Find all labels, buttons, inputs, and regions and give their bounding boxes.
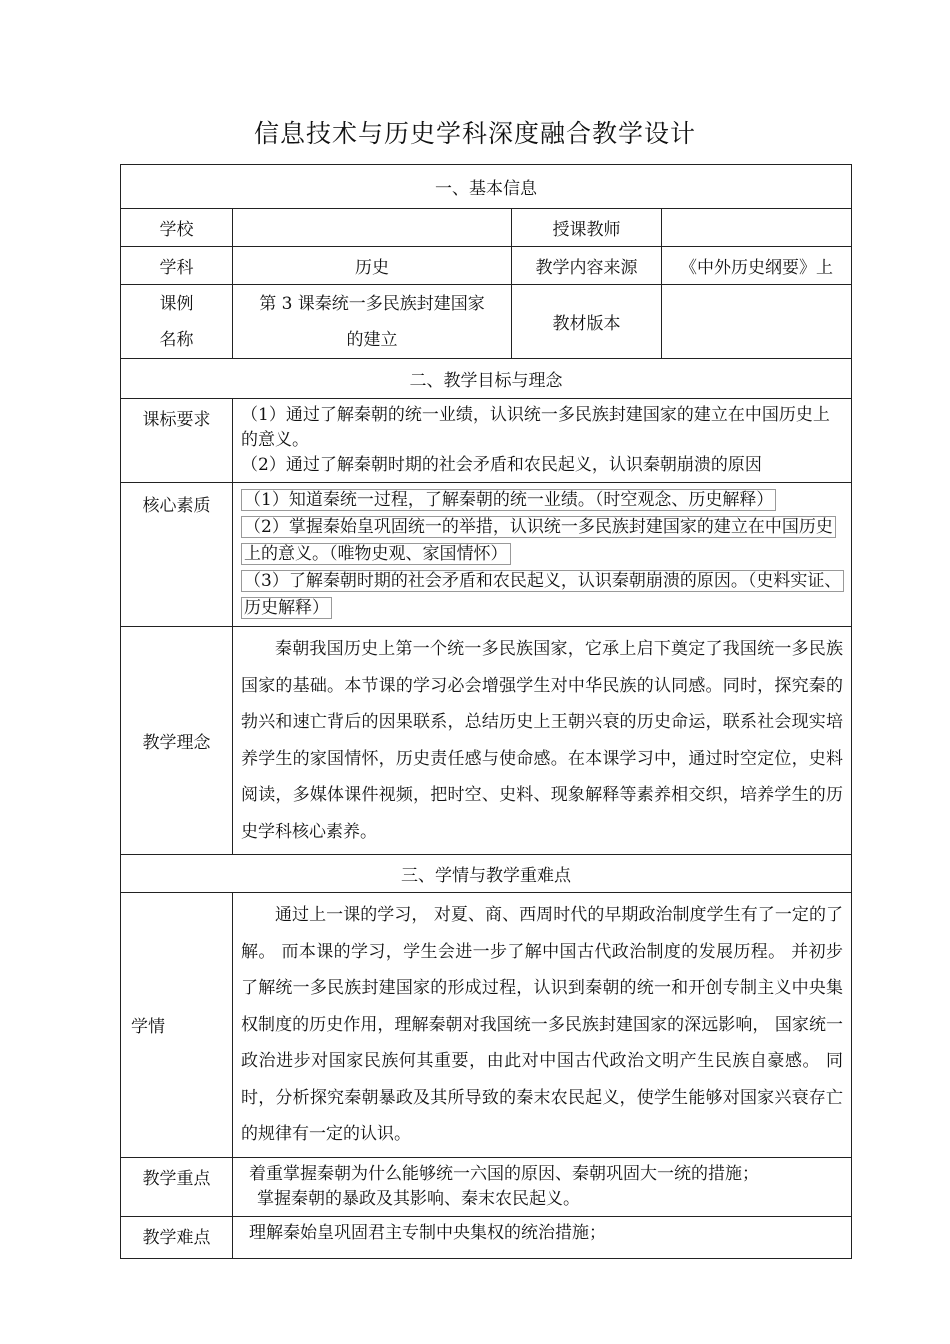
idea-text: 秦朝我国历史上第一个统一多民族国家，它承上启下奠定了我国统一多民族国家的基础。本节课的学习必会增强学生对中华民族的认同感。同时，探究秦的勃兴和速亡背后的因果联系，总结历史上王朝兴衰的历史命运，联系社会现实培养学生的家国情怀，历史责任感与使命感。在本课学习中，通过时空定位，史料阅读，多媒体课件视频，把时空、史料、现象解释等素养相交织，培养学生的历史学科核心素养。 — [241, 639, 843, 842]
standard-line-1: （1）通过了解秦朝的统一业绩，认识统一多民族封建国家的建立在中国历史上的意义。 — [241, 405, 830, 450]
school-value — [233, 209, 512, 247]
core-content — [233, 483, 852, 627]
situation-label: 学情 — [121, 893, 233, 1158]
idea-content — [233, 627, 852, 855]
core-item-1: （1）知道秦统一过程，了解秦朝的统一业绩。（时空观念、历史解释） — [241, 489, 776, 511]
key-line-2: 掌握秦朝的暴政及其影响、秦末农民起义。 — [257, 1188, 580, 1209]
core-item-2: （2）掌握秦始皇巩固统一的举措，认识统一多民族封建国家的建立在中国历史上的意义。（唯物史观、家国情怀） — [241, 516, 836, 565]
document-title: 信息技术与历史学科深度融合教学设计 — [253, 119, 696, 148]
source-value: 《中外历史纲要》上 — [662, 247, 852, 285]
key-content — [233, 1157, 852, 1216]
section2-heading: 二、教学目标与理念 — [121, 359, 852, 399]
lesson-value-line1: 第 3 课秦统一多民族封建国家 — [259, 293, 485, 314]
school-row — [121, 209, 852, 247]
section1-heading: 一、基本信息 — [121, 165, 852, 209]
difficult-content — [233, 1216, 852, 1258]
difficult-label: 教学难点 — [121, 1216, 233, 1258]
idea-row — [121, 627, 852, 855]
section3-row — [121, 855, 852, 893]
standard-label: 课标要求 — [121, 399, 233, 483]
lesson-label-line1: 课例 — [159, 293, 194, 314]
lesson-value-line2: 的建立 — [346, 329, 398, 350]
situation-text: 通过上一课的学习， 对夏、商、西周时代的早期政治制度学生有了一定的了解。 而本课的学习，学生会进一步了解中国古代政治制度的发展历程。 并初步了解统一多民族封建国家的形成过程，认识到秦朝的统一和开创专制主义中央集权制度的历史作用，理解秦朝对我国统一多民族封建国家的深远影响， 国家统一政治进步对国家民族何其重要，由此对中国古代政治文明产生民族自豪感。 同时，分析探究秦朝暴政及其所导致的秦末农民起义，使学生能够对国家兴衰存亡的规律有一定的认识。 — [241, 905, 843, 1144]
standard-line-2: （2）通过了解秦朝时期的社会矛盾和农民起义，认识秦朝崩溃的原因 — [241, 455, 762, 475]
difficult-row — [121, 1216, 852, 1258]
key-label: 教学重点 — [121, 1157, 233, 1216]
lesson-label — [121, 285, 233, 359]
section2-row — [121, 359, 852, 399]
edition-label: 教材版本 — [512, 285, 662, 359]
core-row — [121, 483, 852, 627]
lesson-row — [121, 285, 852, 359]
lesson-value — [233, 285, 512, 359]
idea-label: 教学理念 — [121, 627, 233, 855]
teacher-label: 授课教师 — [512, 209, 662, 247]
section3-heading: 三、学情与教学重难点 — [121, 855, 852, 893]
source-label: 教学内容来源 — [512, 247, 662, 285]
difficult-text: 理解秦始皇巩固君主专制中央集权的统治措施； — [249, 1222, 606, 1243]
key-row — [121, 1157, 852, 1216]
subject-row — [121, 247, 852, 285]
standard-content — [233, 399, 852, 483]
school-label: 学校 — [121, 209, 233, 247]
section1-row — [121, 165, 852, 209]
situation-content — [233, 893, 852, 1158]
teacher-value — [662, 209, 852, 247]
lesson-design-table — [120, 164, 852, 1259]
subject-label: 学科 — [121, 247, 233, 285]
edition-value — [662, 285, 852, 359]
lesson-label-line2: 名称 — [159, 329, 194, 350]
situation-row — [121, 893, 852, 1158]
core-label: 核心素质 — [121, 483, 233, 627]
key-line-1: 着重掌握秦朝为什么能够统一六国的原因、秦朝巩固大一统的措施； — [249, 1163, 759, 1184]
standard-row — [121, 399, 852, 483]
core-item-3: （3）了解秦朝时期的社会矛盾和农民起义，认识秦朝崩溃的原因。（史料实证、历史解释） — [241, 570, 844, 619]
subject-value: 历史 — [233, 247, 512, 285]
